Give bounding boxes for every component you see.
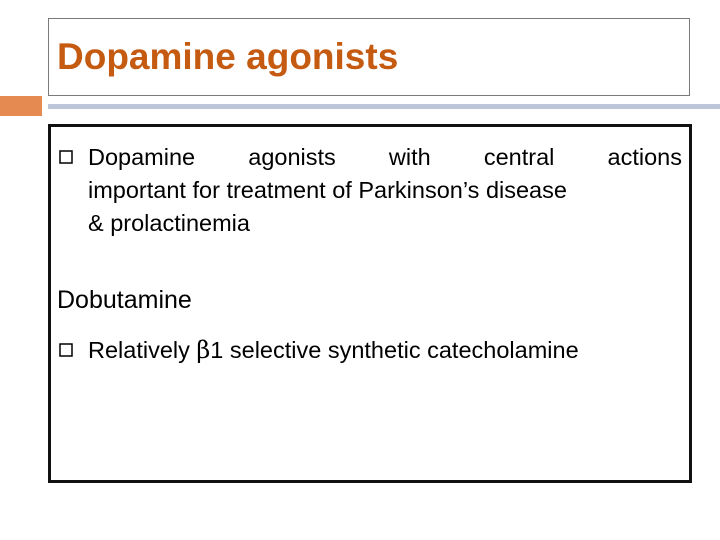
bullet-item-dobutamine <box>59 334 689 370</box>
bullet-line-2: important for treatment of Parkinson’s disease <box>88 177 567 203</box>
bullet-line-1 <box>88 141 682 174</box>
bullet-prefix: Relatively <box>88 337 197 363</box>
bullet-line-3: & prolactinemia <box>88 210 250 236</box>
section-heading: Dobutamine <box>57 286 192 314</box>
content-box <box>48 124 692 483</box>
beta-symbol: β <box>196 336 211 364</box>
word: with <box>388 144 431 170</box>
title-box <box>48 18 690 96</box>
square-bullet-icon <box>59 343 73 357</box>
bullet-suffix: 1 selective synthetic catecholamine <box>210 337 579 363</box>
bullet-text <box>88 334 579 367</box>
word: Dopamine <box>88 144 196 170</box>
square-bullet-icon <box>59 150 73 164</box>
word: agonists <box>248 144 336 170</box>
slide-title: Dopamine agonists <box>57 36 399 77</box>
word: central <box>483 144 555 170</box>
bullet-item-dopamine <box>59 141 689 251</box>
accent-rule <box>48 104 720 109</box>
word: actions <box>607 144 682 170</box>
accent-bar <box>0 96 42 116</box>
bullet-text <box>88 141 682 240</box>
